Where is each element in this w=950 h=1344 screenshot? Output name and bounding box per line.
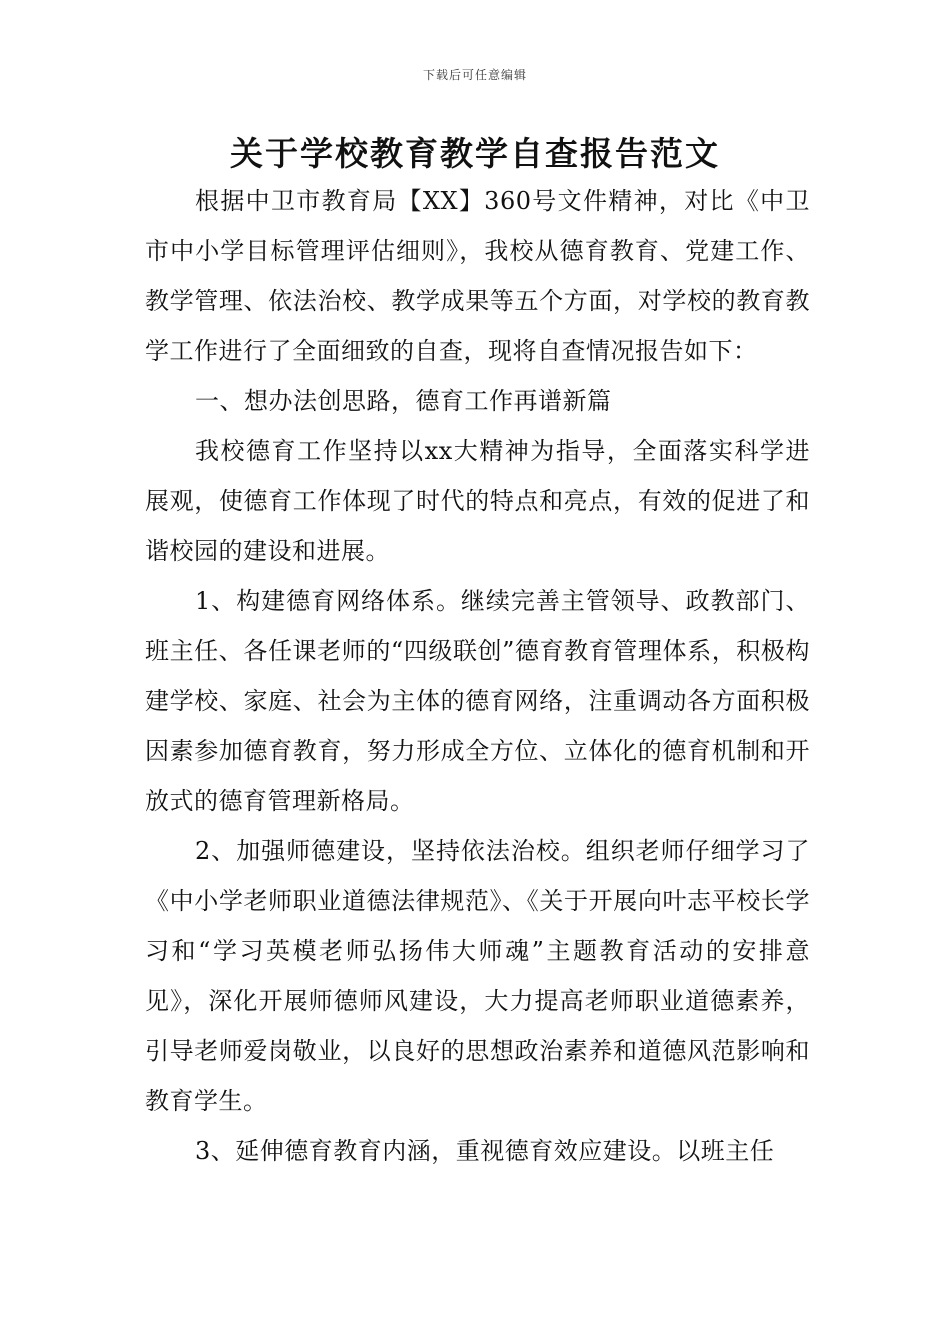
section-heading-moral-education: 一、想办法创思路，德育工作再谱新篇 [195,387,612,415]
paragraph-item-2: 2、加强师德建设，坚持依法治校。组织老师仔细学习了《中小学老师职业道德法律规范》、《关于开展向叶志平校长学习和“学习英模老师弘扬伟大师魂”主题教育活动的安排意见》，深化开展师德师风建设，大力提高老师职业道德素养，引导老师爱岗敬业，以良好的思想政治素养和道德风范影响和教育学生。 [145,837,810,1115]
paragraph-moral-education-overview: 我校德育工作坚持以xx大精神为指导，全面落实科学进展观，使德育工作体现了时代的特点和亮点，有效的促进了和谐校园的建设和进展。 [145,437,810,565]
document-title: 关于学校教育教学自查报告范文 [230,134,720,173]
document-body [145,176,810,1176]
paragraph-item-1: 1、构建德育网络体系。继续完善主管领导、政教部门、班主任、各任课老师的“四级联创”德育教育管理体系，积极构建学校、家庭、社会为主体的德育网络，注重调动各方面积极因素参加德育教育，努力形成全方位、立体化的德育机制和开放式的德育管理新格局。 [145,587,810,815]
paragraph-item-3: 3、延伸德育教育内涵，重视德育效应建设。以班主任 [195,1137,775,1165]
page-header-note: 下载后可任意编辑 [422,68,527,82]
paragraph-intro: 根据中卫市教育局【XX】360号文件精神，对比《中卫市中小学目标管理评估细则》，我校从德育教育、党建工作、教学管理、依法治校、教学成果等五个方面，对学校的教育教学工作进行了全面细致的自查，现将自查情况报告如下： [145,187,810,365]
